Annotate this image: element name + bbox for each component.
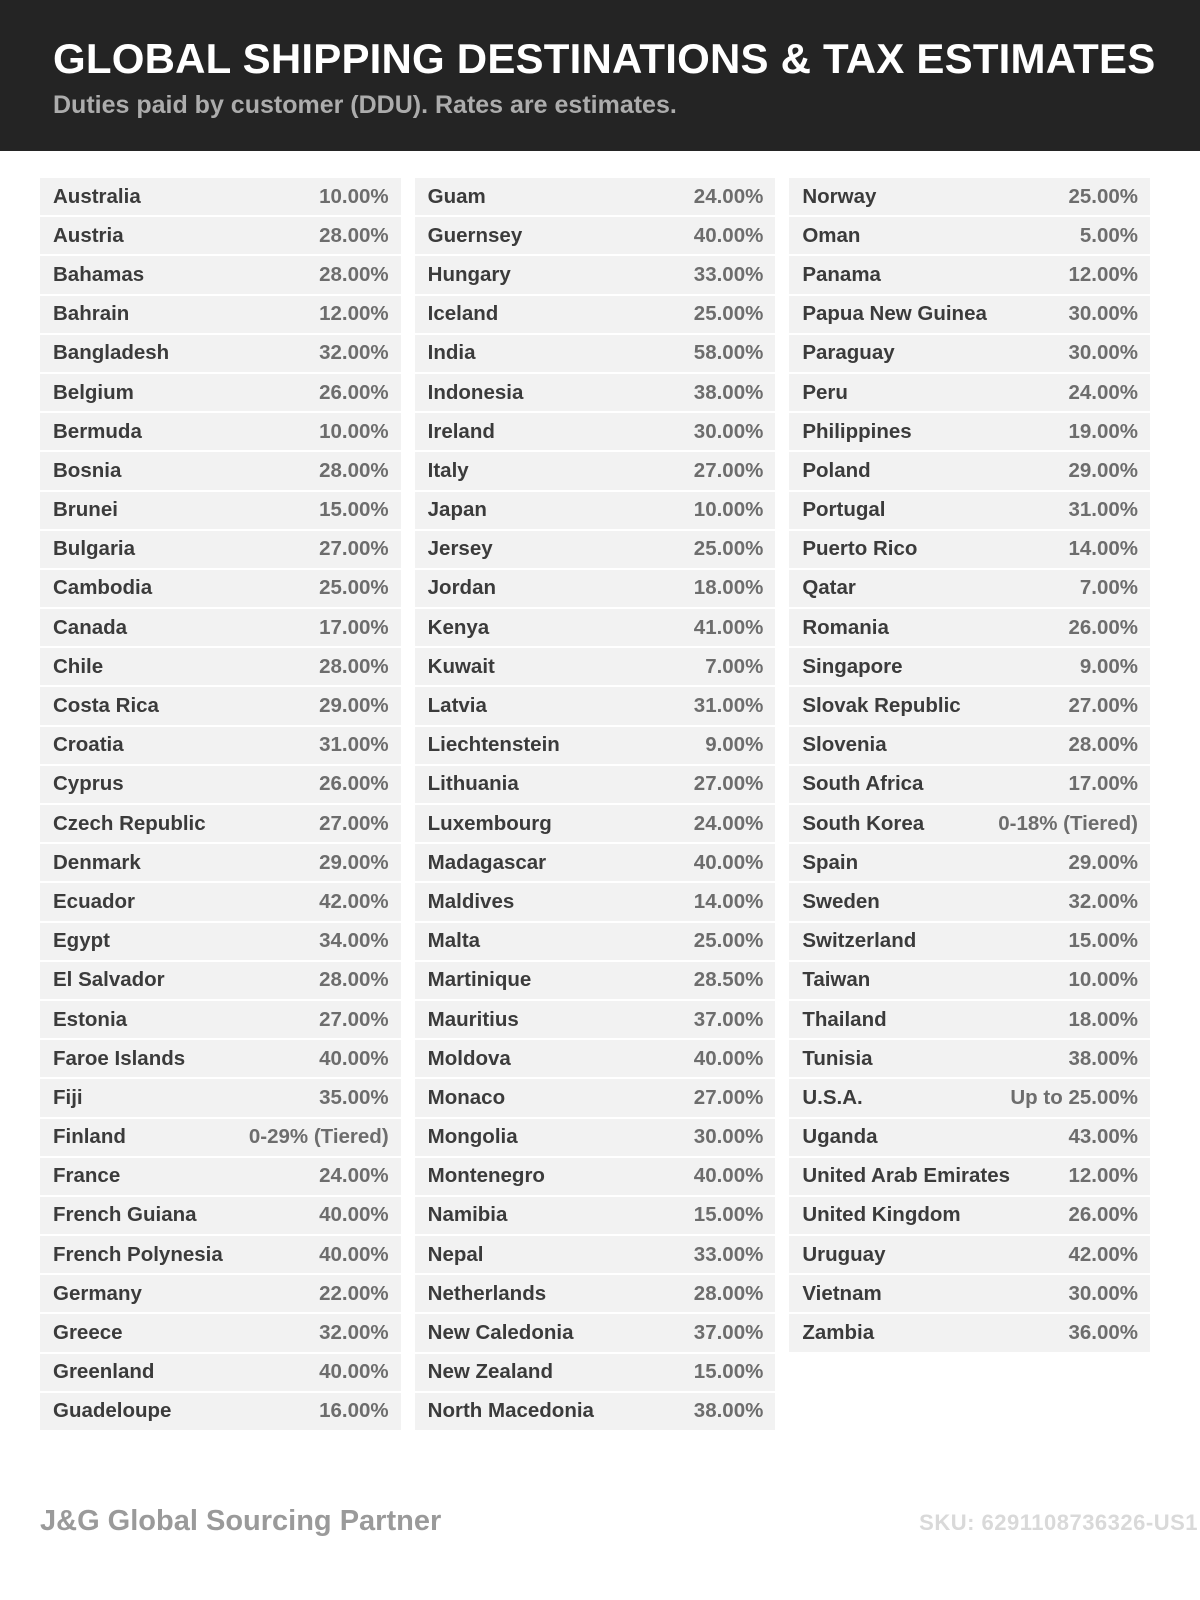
table-row [415, 178, 776, 215]
table-row [415, 217, 776, 254]
tax-rate: 27.00% [1068, 694, 1138, 718]
tax-rate: 7.00% [705, 654, 764, 678]
table-row [415, 1393, 776, 1430]
table-row [40, 648, 401, 685]
table-row [40, 374, 401, 411]
table-row [789, 923, 1150, 960]
tax-rate: 5.00% [1079, 223, 1138, 247]
tax-rate: 40.00% [693, 1046, 764, 1070]
tax-rates-table [0, 178, 1200, 1432]
tax-rate: 41.00% [693, 615, 764, 639]
country-name: U.S.A. [802, 1085, 863, 1109]
tax-rate: 17.00% [319, 615, 389, 639]
table-row [40, 531, 401, 568]
country-name: Mongolia [427, 1125, 518, 1149]
country-name: Malta [427, 929, 481, 953]
country-name: Montenegro [427, 1164, 545, 1188]
table-row [789, 1314, 1150, 1351]
country-name: Jersey [427, 537, 493, 561]
tax-rate: 9.00% [705, 733, 764, 757]
country-name: Kenya [427, 615, 490, 639]
country-name: Greece [53, 1321, 123, 1345]
country-name: France [53, 1164, 121, 1188]
table-row [789, 570, 1150, 607]
tax-rate: 27.00% [693, 772, 764, 796]
table-row [415, 687, 776, 724]
tax-rate: 28.00% [319, 654, 389, 678]
page-footer [40, 1505, 1198, 1538]
table-row [415, 1354, 776, 1391]
country-name: Peru [802, 380, 848, 404]
table-row [415, 570, 776, 607]
country-name: Paraguay [802, 341, 895, 365]
tax-rate: 28.00% [319, 262, 389, 286]
country-name: Kuwait [427, 654, 495, 678]
country-name: Mauritius [427, 1007, 519, 1031]
country-name: Uganda [802, 1125, 878, 1149]
table-row [789, 217, 1150, 254]
country-name: Ireland [427, 419, 495, 443]
country-name: Slovak Republic [802, 694, 961, 718]
tax-rate: 15.00% [319, 498, 389, 522]
country-name: India [427, 341, 476, 365]
country-name: Austria [53, 223, 124, 247]
country-name: Jordan [427, 576, 497, 600]
table-row [789, 727, 1150, 764]
country-name: Bulgaria [53, 537, 136, 561]
table-row [40, 1393, 401, 1430]
table-row [415, 374, 776, 411]
table-row [789, 1001, 1150, 1038]
tax-rate: 10.00% [693, 498, 764, 522]
table-row [789, 1040, 1150, 1077]
table-row [415, 1119, 776, 1156]
country-name: Indonesia [427, 380, 524, 404]
table-row [789, 609, 1150, 646]
country-name: Cyprus [53, 772, 124, 796]
table-row [789, 648, 1150, 685]
table-row [789, 1079, 1150, 1116]
table-row [40, 883, 401, 920]
tax-rate: 29.00% [319, 850, 389, 874]
tax-rate: 30.00% [693, 419, 764, 443]
tax-rate: 15.00% [693, 1203, 764, 1227]
country-name: Luxembourg [427, 811, 552, 835]
table-row [40, 962, 401, 999]
country-name: Romania [802, 615, 889, 639]
tax-rate: 33.00% [693, 1242, 764, 1266]
page-title: GLOBAL SHIPPING DESTINATIONS & TAX ESTIMATES [53, 35, 1156, 82]
tax-rate: 40.00% [693, 223, 764, 247]
country-name: Panama [802, 262, 881, 286]
table-row [40, 178, 401, 215]
country-name: Australia [53, 184, 141, 208]
table-row [40, 1236, 401, 1273]
country-name: French Polynesia [53, 1242, 223, 1266]
tax-rate: 25.00% [693, 537, 764, 561]
table-row [40, 805, 401, 842]
table-row [789, 687, 1150, 724]
tax-rate: 30.00% [1068, 341, 1138, 365]
table-row [789, 413, 1150, 450]
table-row [415, 296, 776, 333]
table-row [789, 1275, 1150, 1312]
tax-rate: 32.00% [1068, 889, 1138, 913]
tax-rate: 29.00% [319, 694, 389, 718]
tax-rate: 29.00% [1068, 458, 1138, 482]
tax-rate: 37.00% [693, 1321, 764, 1345]
tax-rate: 35.00% [319, 1085, 389, 1109]
tax-rate: 7.00% [1079, 576, 1138, 600]
tax-rate: 40.00% [319, 1203, 389, 1227]
country-name: United Kingdom [802, 1203, 961, 1227]
country-name: Greenland [53, 1360, 155, 1384]
country-name: Moldova [427, 1046, 511, 1070]
table-row [789, 178, 1150, 215]
tax-rate: 33.00% [693, 262, 764, 286]
country-name: Fiji [53, 1085, 83, 1109]
country-name: Portugal [802, 498, 886, 522]
tax-rate: 25.00% [319, 576, 389, 600]
country-name: South Africa [802, 772, 924, 796]
tax-rate: 26.00% [319, 772, 389, 796]
tax-rate: 31.00% [319, 733, 389, 757]
tax-rate: 40.00% [319, 1242, 389, 1266]
table-row [40, 1158, 401, 1195]
tax-rate: 32.00% [319, 341, 389, 365]
tax-rate: 40.00% [319, 1046, 389, 1070]
table-row [415, 1275, 776, 1312]
country-name: Uruguay [802, 1242, 886, 1266]
tax-rate: 12.00% [1068, 1164, 1138, 1188]
table-row [40, 1354, 401, 1391]
tax-rate: 14.00% [1068, 537, 1138, 561]
country-name: New Zealand [427, 1360, 553, 1384]
tax-rate: 38.00% [693, 1399, 764, 1423]
table-row [40, 452, 401, 489]
country-name: Costa Rica [53, 694, 159, 718]
tax-rate: 18.00% [693, 576, 764, 600]
table-row [789, 452, 1150, 489]
table-row [789, 883, 1150, 920]
country-name: Thailand [802, 1007, 887, 1031]
table-row [40, 492, 401, 529]
table-row [415, 883, 776, 920]
tax-rate: 38.00% [1068, 1046, 1138, 1070]
table-row [415, 805, 776, 842]
table-row [415, 531, 776, 568]
table-row [415, 256, 776, 293]
country-name: Croatia [53, 733, 124, 757]
tax-rate: 40.00% [693, 1164, 764, 1188]
page-subtitle: Duties paid by customer (DDU). Rates are estimates. [53, 91, 677, 120]
table-row [40, 1001, 401, 1038]
table-row [415, 727, 776, 764]
tax-rate: 28.50% [693, 968, 764, 992]
country-name: Estonia [53, 1007, 128, 1031]
country-name: North Macedonia [427, 1399, 594, 1423]
table-row [415, 492, 776, 529]
table-row [40, 296, 401, 333]
tax-rate: 24.00% [319, 1164, 389, 1188]
country-name: Canada [53, 615, 128, 639]
table-row [789, 374, 1150, 411]
country-name: Liechtenstein [427, 733, 560, 757]
tax-rate: 25.00% [693, 302, 764, 326]
tax-rate: 18.00% [1068, 1007, 1138, 1031]
tax-rate: 19.00% [1068, 419, 1138, 443]
table-row [40, 844, 401, 881]
country-name: Sweden [802, 889, 880, 913]
table-row [40, 1197, 401, 1234]
table-column-1 [40, 178, 401, 1432]
tax-rate: 26.00% [1068, 1203, 1138, 1227]
table-row [415, 1197, 776, 1234]
country-name: Finland [53, 1125, 126, 1149]
country-name: Guam [427, 184, 486, 208]
table-row [40, 570, 401, 607]
tax-rate: 34.00% [319, 929, 389, 953]
country-name: Latvia [427, 694, 487, 718]
table-row [40, 1119, 401, 1156]
tax-rate: 0-29% (Tiered) [248, 1125, 389, 1149]
table-row [415, 844, 776, 881]
tax-rate: 17.00% [1068, 772, 1138, 796]
tax-rate: 43.00% [1068, 1125, 1138, 1149]
table-row [40, 1275, 401, 1312]
tax-rate: 10.00% [1068, 968, 1138, 992]
sku-label: SKU: 6291108736326-US1 [919, 1510, 1198, 1535]
table-row [415, 413, 776, 450]
country-name: Papua New Guinea [802, 302, 987, 326]
brand-name: J&G Global Sourcing Partner [40, 1505, 442, 1537]
country-name: Monaco [427, 1085, 506, 1109]
country-name: Italy [427, 458, 469, 482]
tax-rate: 28.00% [319, 968, 389, 992]
country-name: Guadeloupe [53, 1399, 172, 1423]
tax-rate: 15.00% [1068, 929, 1138, 953]
country-name: Bosnia [53, 458, 122, 482]
table-row [789, 296, 1150, 333]
tax-rate: 42.00% [319, 889, 389, 913]
table-row [789, 805, 1150, 842]
country-name: Nepal [427, 1242, 484, 1266]
table-row [40, 687, 401, 724]
tax-rate: 32.00% [319, 1321, 389, 1345]
table-row [415, 1314, 776, 1351]
country-name: Switzerland [802, 929, 917, 953]
table-row [40, 923, 401, 960]
table-row [789, 1197, 1150, 1234]
tax-rate: 30.00% [693, 1125, 764, 1149]
table-row [40, 1040, 401, 1077]
tax-rate: 42.00% [1068, 1242, 1138, 1266]
table-row [789, 1119, 1150, 1156]
tax-rate: 26.00% [1068, 615, 1138, 639]
table-row [415, 1236, 776, 1273]
tax-rate: 28.00% [1068, 733, 1138, 757]
country-name: French Guiana [53, 1203, 197, 1227]
table-row [415, 1040, 776, 1077]
country-name: Martinique [427, 968, 532, 992]
table-row [40, 1314, 401, 1351]
tax-rate: 16.00% [319, 1399, 389, 1423]
country-name: Japan [427, 498, 487, 522]
table-row [415, 962, 776, 999]
country-name: Qatar [802, 576, 856, 600]
table-row [415, 609, 776, 646]
table-row [40, 766, 401, 803]
tax-rate: 31.00% [1068, 498, 1138, 522]
table-row [789, 531, 1150, 568]
tax-rate: 10.00% [319, 419, 389, 443]
tax-rate: 24.00% [1068, 380, 1138, 404]
country-name: Hungary [427, 262, 511, 286]
table-row [789, 1236, 1150, 1273]
table-row [789, 256, 1150, 293]
tax-rate: 27.00% [319, 537, 389, 561]
country-name: Guernsey [427, 223, 523, 247]
country-name: Vietnam [802, 1281, 882, 1305]
table-row [40, 335, 401, 372]
country-name: Germany [53, 1281, 142, 1305]
table-row [40, 256, 401, 293]
country-name: Spain [802, 850, 859, 874]
country-name: Ecuador [53, 889, 136, 913]
table-row [40, 1079, 401, 1116]
country-name: Iceland [427, 302, 499, 326]
tax-rate: 9.00% [1079, 654, 1138, 678]
tax-rate: 24.00% [693, 811, 764, 835]
table-row [415, 923, 776, 960]
tax-rate: 38.00% [693, 380, 764, 404]
tax-rate: 15.00% [693, 1360, 764, 1384]
tax-rate: 24.00% [693, 184, 764, 208]
tax-rate: 40.00% [693, 850, 764, 874]
tax-rate: 27.00% [319, 811, 389, 835]
country-name: Belgium [53, 380, 134, 404]
country-name: Singapore [802, 654, 903, 678]
table-row [789, 766, 1150, 803]
tax-rate: 27.00% [693, 458, 764, 482]
country-name: Slovenia [802, 733, 887, 757]
country-name: Czech Republic [53, 811, 206, 835]
tax-rate: 12.00% [319, 302, 389, 326]
tax-rate: 22.00% [319, 1281, 389, 1305]
country-name: Egypt [53, 929, 110, 953]
table-row [415, 1001, 776, 1038]
country-name: Chile [53, 654, 104, 678]
tax-rate: 58.00% [693, 341, 764, 365]
tax-rate: 30.00% [1068, 302, 1138, 326]
country-name: United Arab Emirates [802, 1164, 1011, 1188]
table-row [789, 492, 1150, 529]
country-name: Tunisia [802, 1046, 873, 1070]
page-header [0, 0, 1200, 151]
table-row [789, 962, 1150, 999]
country-name: Netherlands [427, 1281, 547, 1305]
table-row [415, 452, 776, 489]
tax-rate: 28.00% [693, 1281, 764, 1305]
country-name: Madagascar [427, 850, 547, 874]
tax-rate: 25.00% [1068, 184, 1138, 208]
table-row [415, 648, 776, 685]
table-column-3 [789, 178, 1150, 1432]
country-name: Bahrain [53, 302, 130, 326]
table-row [415, 1158, 776, 1195]
tax-rate: 10.00% [319, 184, 389, 208]
table-row [415, 766, 776, 803]
table-row [789, 844, 1150, 881]
country-name: New Caledonia [427, 1321, 574, 1345]
tax-rate: 28.00% [319, 223, 389, 247]
country-name: Maldives [427, 889, 515, 913]
country-name: Bahamas [53, 262, 145, 286]
country-name: Poland [802, 458, 871, 482]
tax-rate: 26.00% [319, 380, 389, 404]
country-name: Lithuania [427, 772, 519, 796]
country-name: Zambia [802, 1321, 875, 1345]
tax-rate: 37.00% [693, 1007, 764, 1031]
table-column-2 [415, 178, 776, 1432]
tax-rate: 29.00% [1068, 850, 1138, 874]
country-name: Namibia [427, 1203, 508, 1227]
tax-rate: 36.00% [1068, 1321, 1138, 1345]
country-name: Cambodia [53, 576, 153, 600]
tax-rate: 0-18% (Tiered) [998, 811, 1138, 835]
table-row [789, 1158, 1150, 1195]
country-name: Norway [802, 184, 877, 208]
table-row [789, 335, 1150, 372]
table-row [40, 413, 401, 450]
tax-rate: 30.00% [1068, 1281, 1138, 1305]
country-name: Bangladesh [53, 341, 170, 365]
tax-rate: 27.00% [319, 1007, 389, 1031]
country-name: Brunei [53, 498, 118, 522]
tax-rate: 25.00% [693, 929, 764, 953]
tax-rate: Up to 25.00% [1010, 1085, 1138, 1109]
tax-rate: 40.00% [319, 1360, 389, 1384]
tax-rate: 27.00% [693, 1085, 764, 1109]
country-name: Philippines [802, 419, 912, 443]
tax-rate: 14.00% [693, 889, 764, 913]
country-name: Oman [802, 223, 861, 247]
table-row [415, 1079, 776, 1116]
tax-rate: 12.00% [1068, 262, 1138, 286]
tax-rate: 31.00% [693, 694, 764, 718]
country-name: Faroe Islands [53, 1046, 186, 1070]
country-name: Puerto Rico [802, 537, 918, 561]
country-name: Denmark [53, 850, 141, 874]
country-name: El Salvador [53, 968, 165, 992]
country-name: Bermuda [53, 419, 142, 443]
table-row [40, 727, 401, 764]
country-name: South Korea [802, 811, 925, 835]
table-row [40, 217, 401, 254]
country-name: Taiwan [802, 968, 871, 992]
table-row [40, 609, 401, 646]
tax-rate: 28.00% [319, 458, 389, 482]
table-row [415, 335, 776, 372]
